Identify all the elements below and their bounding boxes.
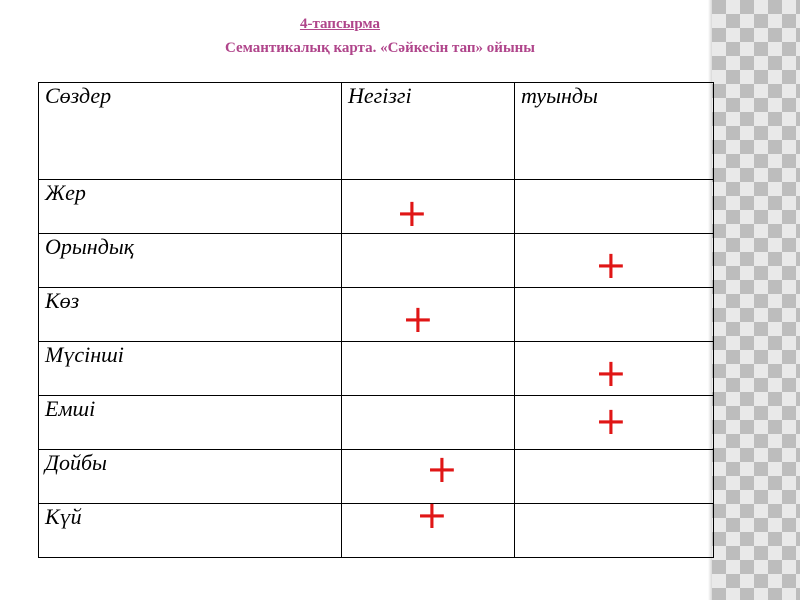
- base-cell: [342, 180, 515, 234]
- word-cell: Жер: [39, 180, 342, 234]
- plus-mark: +: [595, 243, 627, 287]
- table-row: [39, 288, 714, 342]
- word-cell: Емші: [39, 396, 342, 450]
- derived-cell: [515, 234, 714, 288]
- table-row: [39, 342, 714, 396]
- decorative-side-pattern: [712, 0, 800, 600]
- plus-mark: +: [396, 191, 428, 235]
- word-cell: Күй: [39, 504, 342, 558]
- plus-mark: +: [416, 493, 448, 537]
- column-header-derived: туынды: [515, 83, 714, 180]
- word-cell: Көз: [39, 288, 342, 342]
- base-cell: [342, 342, 515, 396]
- plus-mark: +: [426, 447, 458, 491]
- derived-cell: [515, 504, 714, 558]
- word-cell: Мүсінші: [39, 342, 342, 396]
- table-row: [39, 450, 714, 504]
- plus-mark: +: [402, 297, 434, 341]
- table-header-row: [39, 83, 714, 180]
- base-cell: [342, 493, 515, 558]
- table-row: [39, 396, 714, 450]
- plus-mark: +: [595, 351, 627, 395]
- base-cell: [342, 234, 515, 288]
- derived-cell: [515, 342, 714, 396]
- semantic-map-table: [38, 82, 714, 558]
- table-row: [39, 180, 714, 234]
- table-row: [39, 504, 714, 558]
- derived-cell: [515, 396, 714, 450]
- table-row: [39, 234, 714, 288]
- page-subtitle: Семантикалық карта. «Сәйкесін тап» ойыны: [224, 40, 536, 56]
- derived-cell: [515, 450, 714, 504]
- task-title: 4-тапсырма: [299, 16, 381, 32]
- base-cell: [342, 288, 515, 342]
- column-header-base: Негізгі: [342, 83, 515, 180]
- plus-mark: +: [595, 399, 627, 443]
- column-header-words: Сөздер: [39, 83, 342, 180]
- derived-cell: [515, 180, 714, 234]
- word-cell: Орындық: [39, 234, 342, 288]
- derived-cell: [515, 288, 714, 342]
- word-cell: Дойбы: [39, 450, 342, 504]
- base-cell: [342, 396, 515, 450]
